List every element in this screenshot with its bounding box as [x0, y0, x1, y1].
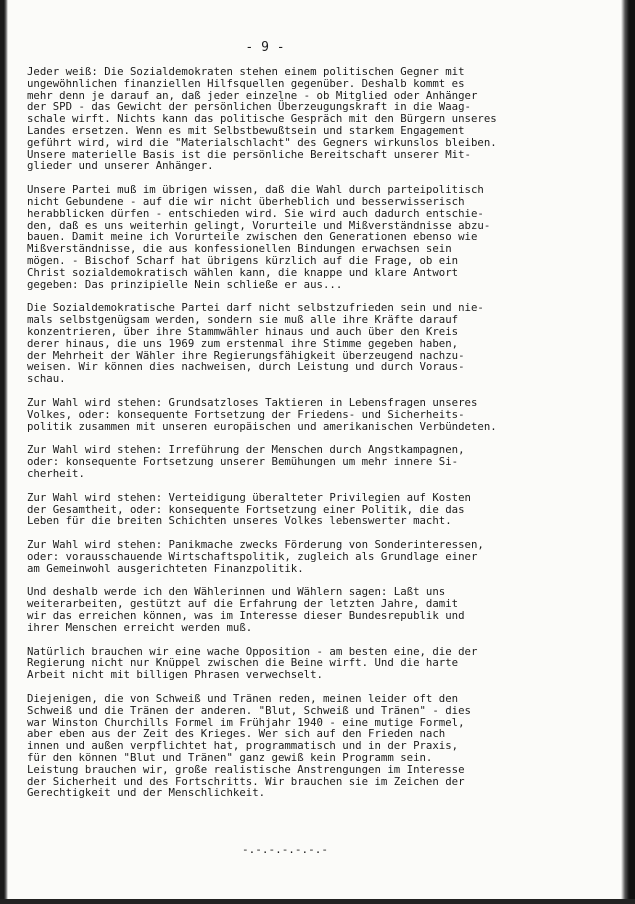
paragraph — [27, 184, 562, 290]
text-line: glieder und unserer Anhänger. — [27, 159, 214, 173]
text-line: politik zusammen mit unseren europäischen und amerikanischen Verbündeten. — [27, 419, 497, 433]
text-line: Leistung brauchen wir, große realistische Anstrengungen im Interesse — [27, 762, 465, 776]
text-line: war Winston Churchills Formel im Frühjahr 1940 - eine mutige Formel, — [27, 715, 465, 729]
text-line: Gerechtigkeit und der Menschlichkeit. — [27, 786, 266, 800]
text-line: gegeben: Das prinzipielle Nein schließe er aus... — [27, 277, 343, 291]
text-line: wir das erreichen können, was im Interesse dieser Bundesrepublik und — [27, 609, 465, 623]
text-line: mögen. - Bischof Scharf hat übrigens kürzlich auf die Frage, ob ein — [27, 253, 459, 267]
text-line: Leben für die breiten Schichten unseres Volkes lebenswerter macht. — [27, 514, 452, 528]
text-line: der SPD - das Gewicht der persönlichen Überzeugungskraft in die Waag- — [27, 100, 471, 114]
text-line: Unsere Partei muß im übrigen wissen, daß die Wahl durch parteipolitisch — [27, 183, 484, 197]
text-line: schale wirft. Nichts kann das politische Gespräch mit den Bürgern unseres — [27, 112, 497, 126]
text-line: nicht Gebundene - auf die wir nicht überheblich und besserwisserisch — [27, 194, 465, 208]
paragraph — [27, 539, 562, 574]
paragraph — [27, 492, 562, 527]
text-line: ihrer Menschen erreicht werden muß. — [27, 620, 253, 634]
paragraph — [27, 646, 562, 681]
text-line: schau. — [27, 372, 66, 386]
end-mark: -.-.-.-.-.-.- — [241, 843, 329, 856]
text-line: ungewöhnlichen finanziellen Hilfsquellen gegenüber. Deshalb kommt es — [27, 76, 465, 90]
text-line: Natürlich brauchen wir eine wache Opposition - am besten eine, die der — [27, 644, 478, 658]
page-number: - 9 - — [245, 40, 285, 55]
paragraph — [27, 66, 562, 172]
text-line: der Mehrheit der Wähler ihre Regierungsfähigkeit überzeugend nachzu- — [27, 348, 465, 362]
text-line: Zur Wahl wird stehen: Verteidigung überalteter Privilegien auf Kosten — [27, 490, 471, 504]
text-line: geführt wird, wird die "Materialschlacht" des Gegners wirkunslos bleiben. — [27, 135, 497, 149]
text-line: Die Sozialdemokratische Partei darf nicht selbstzufrieden sein und nie- — [27, 301, 484, 315]
text-line: aber eben aus der Zeit des Krieges. Wer sich auf den Frieden nach — [27, 727, 446, 741]
text-line: für den können "Blut und Tränen" ganz gewiß kein Programm sein. — [27, 751, 433, 765]
text-line: Zur Wahl wird stehen: Irreführung der Menschen durch Angstkampagnen, — [27, 443, 465, 457]
text-line: Jeder weiß: Die Sozialdemokraten stehen einem politischen Gegner mit — [27, 65, 465, 78]
text-line: Schweiß und die Tränen der anderen. "Blut, Schweiß und Tränen" - dies — [27, 703, 471, 717]
text-line: Zur Wahl wird stehen: Panikmache zwecks Förderung von Sonderinteressen, — [27, 538, 484, 552]
paragraph — [27, 693, 562, 799]
text-line: mals selbstgenügsam werden, sondern sie muß alle ihre Kräfte darauf — [27, 313, 459, 327]
scan-border-left — [0, 0, 8, 904]
text-line: Regierung nicht nur Knüppel zwischen die Beine wirft. Und die harte — [27, 656, 459, 670]
text-line: oder: konsequente Fortsetzung unserer Bemühungen um mehr innere Si- — [27, 455, 459, 469]
paragraph — [27, 397, 562, 432]
text-line: Christ sozialdemokratisch wählen kann, die knappe und klare Antwort — [27, 265, 459, 279]
text-line: oder: vorausschauende Wirtschaftspolitik, zugleich als Grundlage einer — [27, 549, 478, 563]
text-line: der Sicherheit und des Fortschritts. Wir brauchen sie im Zeichen der — [27, 774, 465, 788]
text-line: Unsere materielle Basis ist die persönliche Bereitschaft unserer Mit- — [27, 147, 471, 161]
paragraph — [27, 302, 562, 385]
text-line: am Gemeinwohl ausgerichteten Finanzpolitik. — [27, 561, 304, 575]
text-line: konzentrieren, über ihre Stammwähler hinaus und auch über den Kreis — [27, 324, 459, 338]
text-line: Volkes, oder: konsequente Fortsetzung der Friedens- und Sicherheits- — [27, 407, 465, 421]
text-line: Mißverständnisse, die aus konfessionellen Bindungen erwachsen sein — [27, 242, 452, 256]
text-line: herabblicken dürfen - entschieden wird. Sie wird auch dadurch entschie- — [27, 206, 484, 220]
text-line: bauen. Damit meine ich Vorurteile zwischen den Generationen ebenso wie — [27, 230, 478, 244]
text-line: mehr denn je darauf an, daß jeder einzelne - ob Mitglied oder Anhänger — [27, 88, 478, 102]
scan-border-bottom — [0, 899, 635, 904]
scan-border-right — [621, 0, 635, 904]
text-line: innen und außen verpflichtet hat, programmatisch und in der Praxis, — [27, 739, 459, 753]
text-line: weisen. Wir können dies nachweisen, durch Leistung und durch Voraus- — [27, 360, 465, 374]
text-line: den, daß es uns weiterhin gelingt, Vorurteile und Mißverständnisse abzu- — [27, 218, 491, 232]
text-line: Diejenigen, die von Schweiß und Tränen reden, meinen leider oft den — [27, 692, 459, 706]
text-line: cherheit. — [27, 466, 85, 480]
text-line: Zur Wahl wird stehen: Grundsatzloses Taktieren in Lebensfragen unseres — [27, 395, 478, 409]
text-line: weiterarbeiten, gestützt auf die Erfahrung der letzten Jahre, damit — [27, 597, 459, 611]
paragraph — [27, 586, 562, 633]
document-body — [27, 66, 562, 811]
paragraph — [27, 444, 562, 479]
text-line: Landes ersetzen. Wenn es mit Selbstbewußtsein und starkem Engagement — [27, 123, 465, 137]
text-line: derer hinaus, die uns 1969 zum erstenmal ihre Stimme gegeben haben, — [27, 336, 459, 350]
text-line: Und deshalb werde ich den Wählerinnen und Wählern sagen: Laßt uns — [27, 585, 446, 599]
text-line: Arbeit nicht mit billigen Phrasen verwechselt. — [27, 668, 323, 682]
text-line: der Gesamtheit, oder: konsequente Fortsetzung einer Politik, die das — [27, 502, 465, 516]
